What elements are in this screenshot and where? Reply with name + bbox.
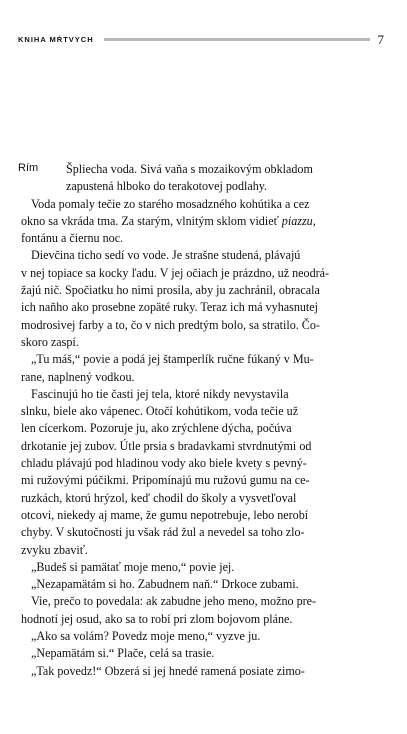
text-line: žajú nič. Spočiatku ho nimi prosila, aby ju zachránil, obracala <box>21 283 320 298</box>
text-line: „Budeš si pamätať moje meno,“ povie jej. <box>31 559 235 574</box>
text-line: Špliecha voda. Sivá vaňa s mozaikovým obkladom <box>66 162 313 176</box>
text-line: chyby. V skutočnosti ju však rád žul a nevedel sa toho zlo- <box>21 525 305 540</box>
page-number: 7 <box>377 32 384 47</box>
text-line: okno sa vkráda tma. Za starým, vlnitým sklom vidieť piazzu, <box>21 213 316 228</box>
section-place-label: Rím <box>18 162 39 174</box>
text-line: modrosivej farby a to, čo v nich predtým bolo, sa stratilo. Čo- <box>21 317 320 332</box>
text-line: rane, naplnený vodkou. <box>21 369 135 384</box>
header-rule <box>104 38 370 41</box>
text-line: drkotanie jej zubov. Útle prsia s bradavkami stvrdnutými od <box>21 438 312 453</box>
text-line: „Nepamätám si.“ Plače, celá sa trasie. <box>31 646 215 661</box>
text-line: v nej topiace sa kocky ľadu. V jej očiach je prázdno, už neodrá- <box>21 265 330 280</box>
text-line: ich naňho ako prosebne zopäté ruky. Teraz ich má vyhasnutej <box>21 300 319 315</box>
text-line: „Ako sa volám? Povedz moje meno,“ vyzve ju. <box>31 629 261 644</box>
text-line: len cícerkom. Pozoruje ju, ako zrýchlene dýcha, počúva <box>21 421 292 436</box>
text-line: zapustená hlboko do terakotovej podlahy. <box>66 179 268 194</box>
text-line: „Nezapamätám si ho. Zabudnem naň.“ Drkoce zubami. <box>31 577 299 592</box>
running-header <box>18 34 384 46</box>
text-line: otcovi, niekedy aj mame, že gumu nepotrebuje, lebo nerobí <box>21 507 309 522</box>
italic-word: piazzu <box>281 213 313 228</box>
text-line: slnku, biele ako vápenec. Otočí kohútikom, voda tečie už <box>21 404 299 419</box>
text-line: mi ružovými púčikmi. Pripomínajú mu ružovú gumu na ce- <box>21 473 310 488</box>
text-line: Voda pomaly tečie zo starého mosadzného kohútika a cez <box>31 196 310 211</box>
text-line: chladu plávajú pod hladinou vody ako biele kvety s pevný- <box>21 456 307 471</box>
text-line: Vie, prečo to povedala: ak zabudne jeho meno, možno pre- <box>31 594 317 609</box>
text-line: „Tu máš,“ povie a podá jej štamperlík ručne fúkaný v Mu- <box>31 352 314 367</box>
text-line: zvyku zbaviť. <box>21 542 88 557</box>
text-line: Fascinujú ho tie časti jej tela, ktoré nikdy nevystavila <box>31 386 289 401</box>
text-line: skoro zaspí. <box>21 334 79 349</box>
text-line: fontánu a čiernu noc. <box>21 231 124 246</box>
text-line: hodnotí jej osud, ako sa to robí pri zlom bojovom pláne. <box>21 611 293 626</box>
text-line: „Tak povedz!“ Obzerá si jej hnedé ramená posiate zimo- <box>31 663 305 678</box>
text-line: Dievčina ticho sedí vo vode. Je strašne studená, plávajú <box>31 248 301 263</box>
running-head-title: KNIHA MŔTVYCH <box>18 35 94 44</box>
text-line: ruzkách, ktorú hrýzol, keď chodil do školy a vysvetľoval <box>21 490 297 505</box>
